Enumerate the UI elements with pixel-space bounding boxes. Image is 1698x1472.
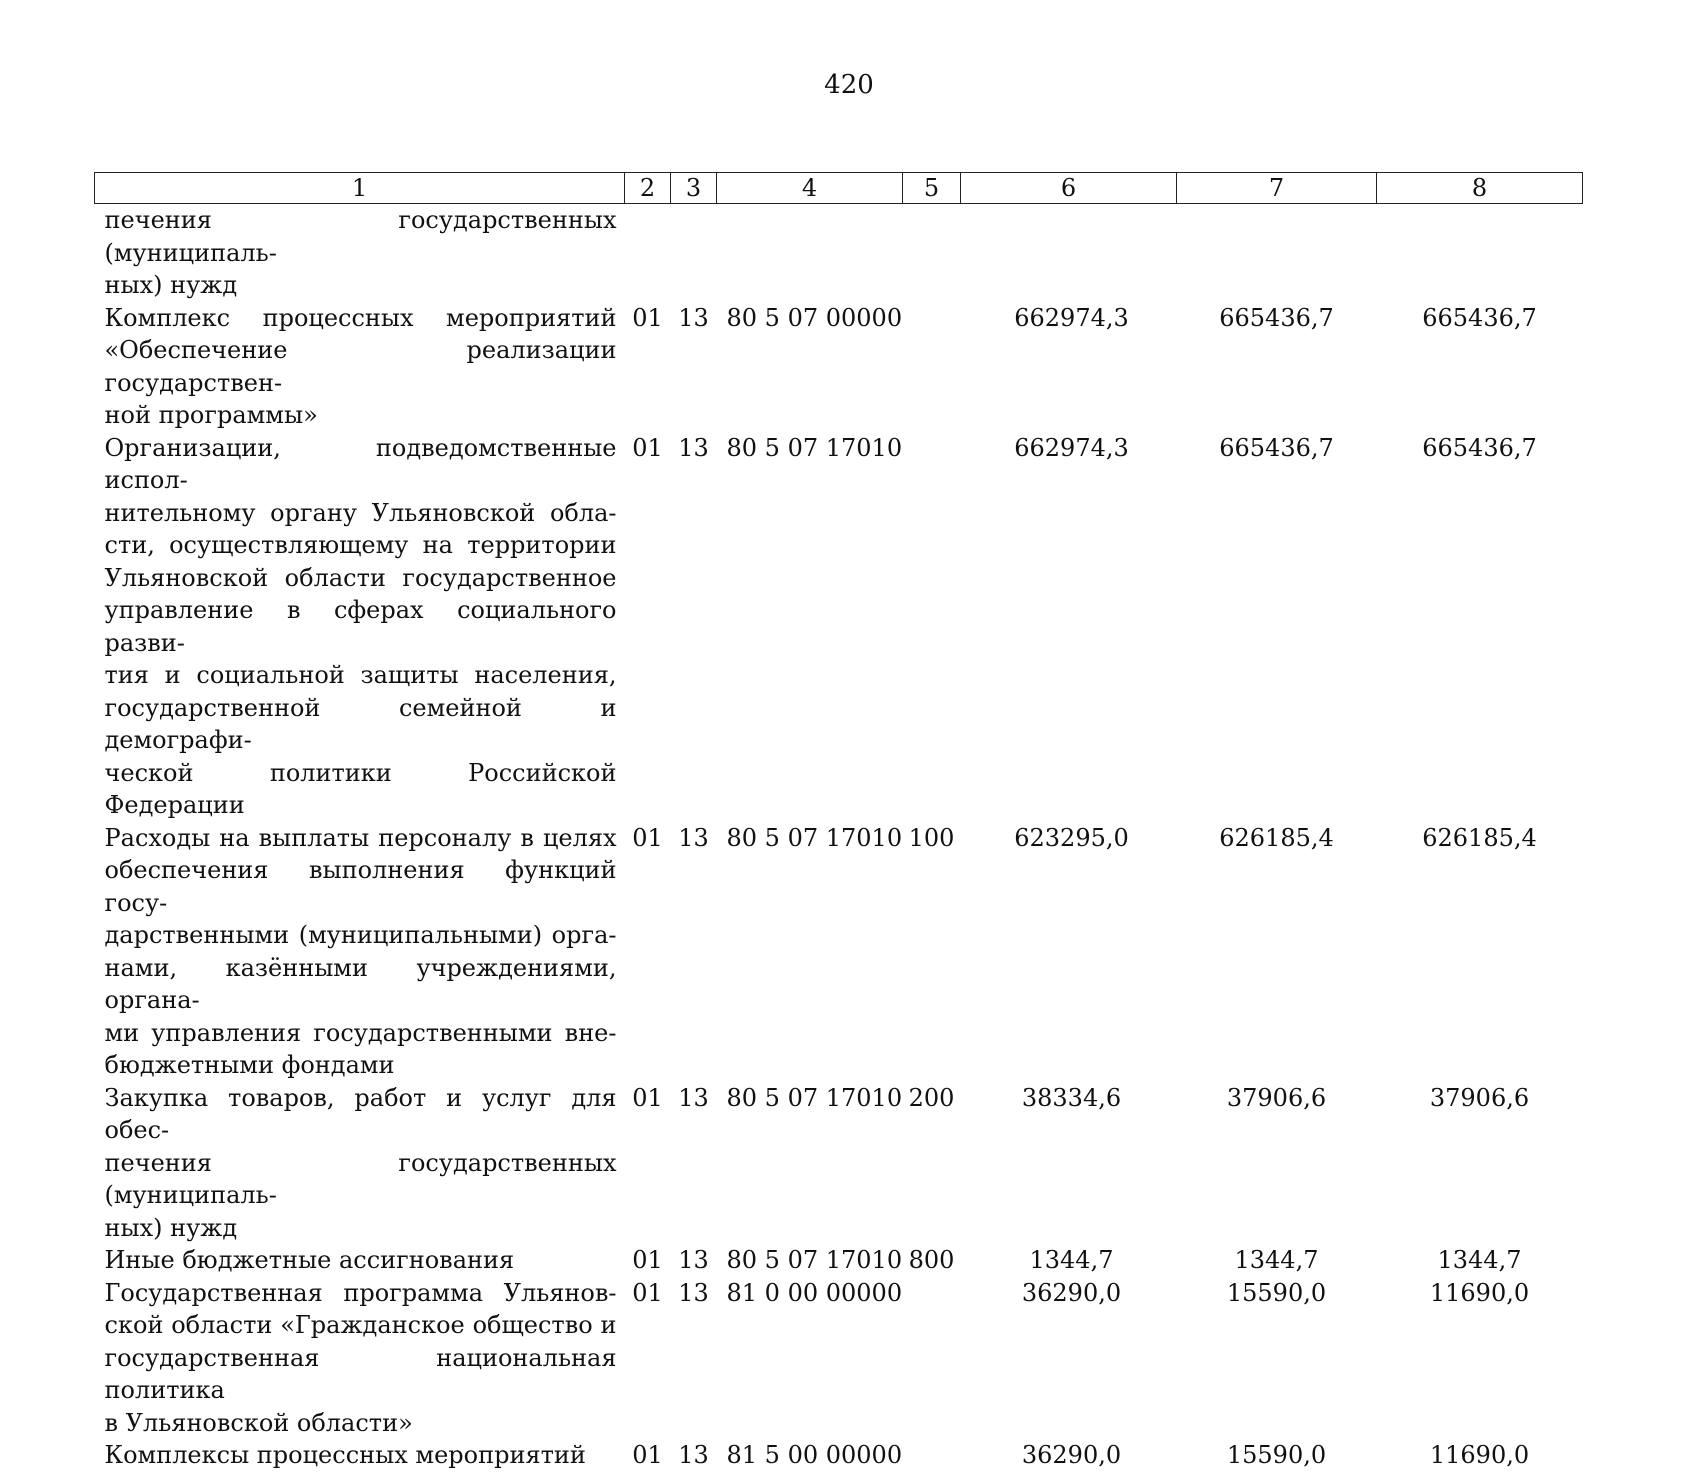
header-col-1: 1 [95,173,625,204]
row-section-code: 01 [632,303,663,332]
row-name-line: ческой политики Российской Федерации [104,758,617,819]
row-target-article: 80 5 07 17010 [726,1083,903,1112]
header-col-8: 8 [1377,173,1583,204]
table-row [95,1244,1583,1277]
row-subsection-code: 13 [678,1278,709,1307]
table-row [95,822,1583,1082]
row-name [95,1439,625,1472]
row-name-line: печения государственных (муниципаль- [104,1148,617,1209]
row-name-line: ми управления государственными вне- [104,1018,617,1047]
row-section-code: 01 [632,1441,663,1469]
row-amount-col-6: 38334,6 [1021,1083,1122,1112]
row-name-line: Организации, подведомственные испол- [104,433,617,494]
row-amount-col-8: 11690,0 [1429,1278,1530,1307]
row-target-article: 81 5 00 00000 [726,1441,903,1469]
row-amount-col-8 [1377,204,1583,302]
row-target-article: 80 5 07 00000 [726,303,903,332]
row-name-line: ных) нужд [104,271,238,299]
row-expense-type: 800 [908,1246,955,1274]
row-name-line: тия и социальной защиты населения, [104,661,617,689]
row-section-code: 01 [632,433,663,462]
row-amount-col-8: 626185,4 [1422,823,1537,852]
row-name-line: дарственными (муниципальными) орга- [104,921,617,949]
row-section-code: 01 [632,823,663,852]
row-subsection-code: 13 [678,1441,709,1469]
row-name [95,1277,625,1440]
header-col-6: 6 [961,173,1177,204]
row-name-line: Государственная программа Ульянов- [104,1278,617,1307]
row-expense-type [903,1439,961,1472]
header-col-4: 4 [717,173,903,204]
row-amount-col-6: 36290,0 [1021,1441,1122,1469]
row-target-article [717,204,903,302]
row-amount-col-7: 626185,4 [1219,823,1334,852]
row-subsection-code: 13 [678,1246,709,1274]
row-name [95,822,625,1082]
table-row [95,432,1583,822]
row-subsection-code [671,204,717,302]
row-amount-col-8: 11690,0 [1429,1441,1530,1469]
row-subsection-code: 13 [678,1083,709,1112]
row-target-article: 80 5 07 17010 [726,433,903,462]
row-target-article: 80 5 07 17010 [726,1246,903,1274]
row-expense-type: 200 [908,1083,955,1112]
row-name-line: Закупка товаров, работ и услуг для обес- [104,1083,617,1144]
row-name-line: Иные бюджетные ассигнования [104,1246,515,1274]
header-row [95,173,1583,204]
row-subsection-code: 13 [678,433,709,462]
row-amount-col-6: 662974,3 [1014,433,1129,462]
row-expense-type [903,1277,961,1440]
table-row [95,302,1583,432]
budget-table [94,172,1583,1472]
table-row [95,1277,1583,1440]
row-name [95,1082,625,1245]
row-name-line: Комплекс процессных мероприятий [104,303,617,332]
table-row [95,1439,1583,1472]
row-amount-col-8: 665436,7 [1422,303,1537,332]
row-name-line: сти, осуществляющему на территории [104,531,617,559]
row-expense-type [903,204,961,302]
row-target-article: 80 5 07 17010 [726,823,903,852]
row-amount-col-7: 15590,0 [1226,1278,1327,1307]
row-name-line: государственная национальная политика [104,1343,617,1404]
row-amount-col-7: 15590,0 [1226,1441,1327,1469]
row-name-line: в Ульяновской области» [104,1408,413,1437]
row-expense-type [903,432,961,822]
row-name [95,432,625,822]
row-expense-type [903,302,961,432]
row-amount-col-6: 36290,0 [1021,1278,1122,1307]
row-amount-col-8: 1344,7 [1437,1246,1522,1274]
row-amount-col-6 [961,204,1177,302]
row-amount-col-6: 662974,3 [1014,303,1129,332]
row-name-line: нительному органу Ульяновской обла- [104,498,617,527]
row-amount-col-7 [1177,204,1377,302]
row-target-article: 81 0 00 00000 [726,1278,903,1307]
row-name-line: Ульяновской области государственное [104,563,617,592]
row-name-line: нами, казёнными учреждениями, органа- [104,953,617,1014]
row-name-line: обеспечения выполнения функций госу- [104,856,617,917]
row-name-line: ской области «Гражданское общество и [104,1311,617,1339]
row-amount-col-6: 1344,7 [1029,1246,1114,1274]
row-subsection-code: 13 [678,303,709,332]
row-name [95,204,625,302]
row-amount-col-8: 665436,7 [1422,433,1537,462]
table-body [95,204,1583,1472]
row-amount-col-6: 623295,0 [1014,823,1129,852]
row-amount-col-7: 1344,7 [1234,1246,1319,1274]
header-col-7: 7 [1177,173,1377,204]
row-section-code [625,204,671,302]
row-section-code: 01 [632,1278,663,1307]
table-row [95,1082,1583,1245]
row-amount-col-8: 37906,6 [1429,1083,1530,1112]
row-expense-type: 100 [908,823,955,852]
table-header [95,173,1583,204]
row-name-line: ных) нужд [104,1213,238,1242]
header-col-2: 2 [625,173,671,204]
row-name-line: ной программы» [104,401,318,429]
row-section-code: 01 [632,1246,663,1274]
row-name [95,302,625,432]
row-name [95,1244,625,1277]
row-name-line: бюджетными фондами [104,1051,395,1079]
header-col-3: 3 [671,173,717,204]
row-amount-col-7: 665436,7 [1219,433,1334,462]
page-number: 420 [824,70,874,100]
row-name-line: управление в сферах социального разви- [104,596,617,657]
header-col-5: 5 [903,173,961,204]
row-amount-col-7: 665436,7 [1219,303,1334,332]
row-name-line: «Обеспечение реализации государствен- [104,336,617,397]
row-name-line: Комплексы процессных мероприятий [104,1441,586,1469]
row-amount-col-7: 37906,6 [1226,1083,1327,1112]
row-name-line: Расходы на выплаты персоналу в целях [104,823,617,852]
table-row [95,204,1583,302]
row-subsection-code: 13 [678,823,709,852]
row-section-code: 01 [632,1083,663,1112]
row-name-line: государственной семейной и демографи- [104,693,617,754]
row-name-line: печения государственных (муниципаль- [104,206,617,267]
